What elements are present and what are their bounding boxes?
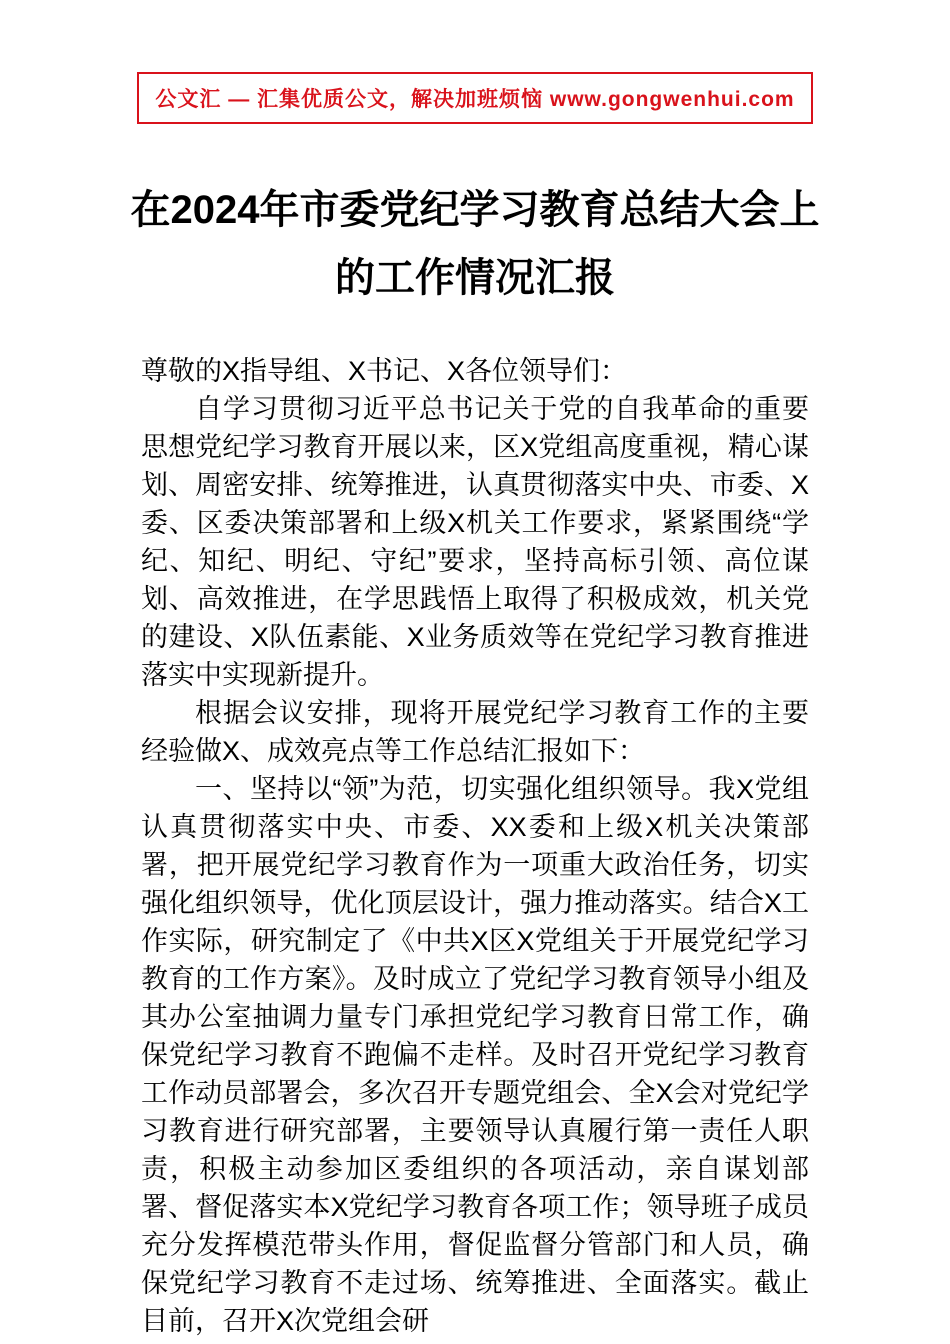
watermark-banner: 公文汇 — 汇集优质公文，解决加班烦恼 www.gongwenhui.com — [137, 72, 812, 124]
document-header — [0, 72, 950, 124]
paragraph: 根据会议安排，现将开展党纪学习教育工作的主要经验做X、成效亮点等工作总结汇报如下： — [141, 698, 809, 766]
document-title: 在2024年市委党纪学习教育总结大会上的工作情况汇报 — [130, 188, 820, 300]
salutation-line: 尊敬的X指导组、X书记、X各位领导们： — [141, 356, 628, 386]
paragraph: 自学习贯彻习近平总书记关于党的自我革命的重要思想党纪学习教育开展以来，区X党组高度重视，精心谋划、周密安排、统筹推进，认真贯彻落实中央、市委、X委、区委决策部署和上级X机关工作要求，紧紧围绕“学纪、知纪、明纪、守纪”要求，坚持高标引领、高位谋划、高效推进，在学思践悟上取得了积极成效，机关党的建设、X队伍素能、X业务质效等在党纪学习教育推进落实中实现新提升。 — [141, 394, 809, 690]
paragraph: 一、坚持以“领”为范，切实强化组织领导。我X党组认真贯彻落实中央、市委、XX委和上级X机关决策部署，把开展党纪学习教育作为一项重大政治任务，切实强化组织领导，优化顶层设计，强力推动落实。结合X工作实际，研究制定了《中共X区X党组关于开展党纪学习教育的工作方案》。及时成立了党纪学习教育领导小组及其办公室抽调力量专门承担党纪学习教育日常工作，确保党纪学习教育不跑偏不走样。及时召开党纪学习教育工作动员部署会，多次召开专题党组会、全X会对党纪学习教育进行研究部署，主要领导认真履行第一责任人职责，积极主动参加区委组织的各项活动，亲自谋划部署、督促落实本X党纪学习教育各项工作；领导班子成员充分发挥模范带头作用，督促监督分管部门和人员，确保党纪学习教育不走过场、统筹推进、全面落实。截止目前，召开X次党组会研 — [141, 774, 809, 1336]
document-body — [141, 352, 809, 1340]
